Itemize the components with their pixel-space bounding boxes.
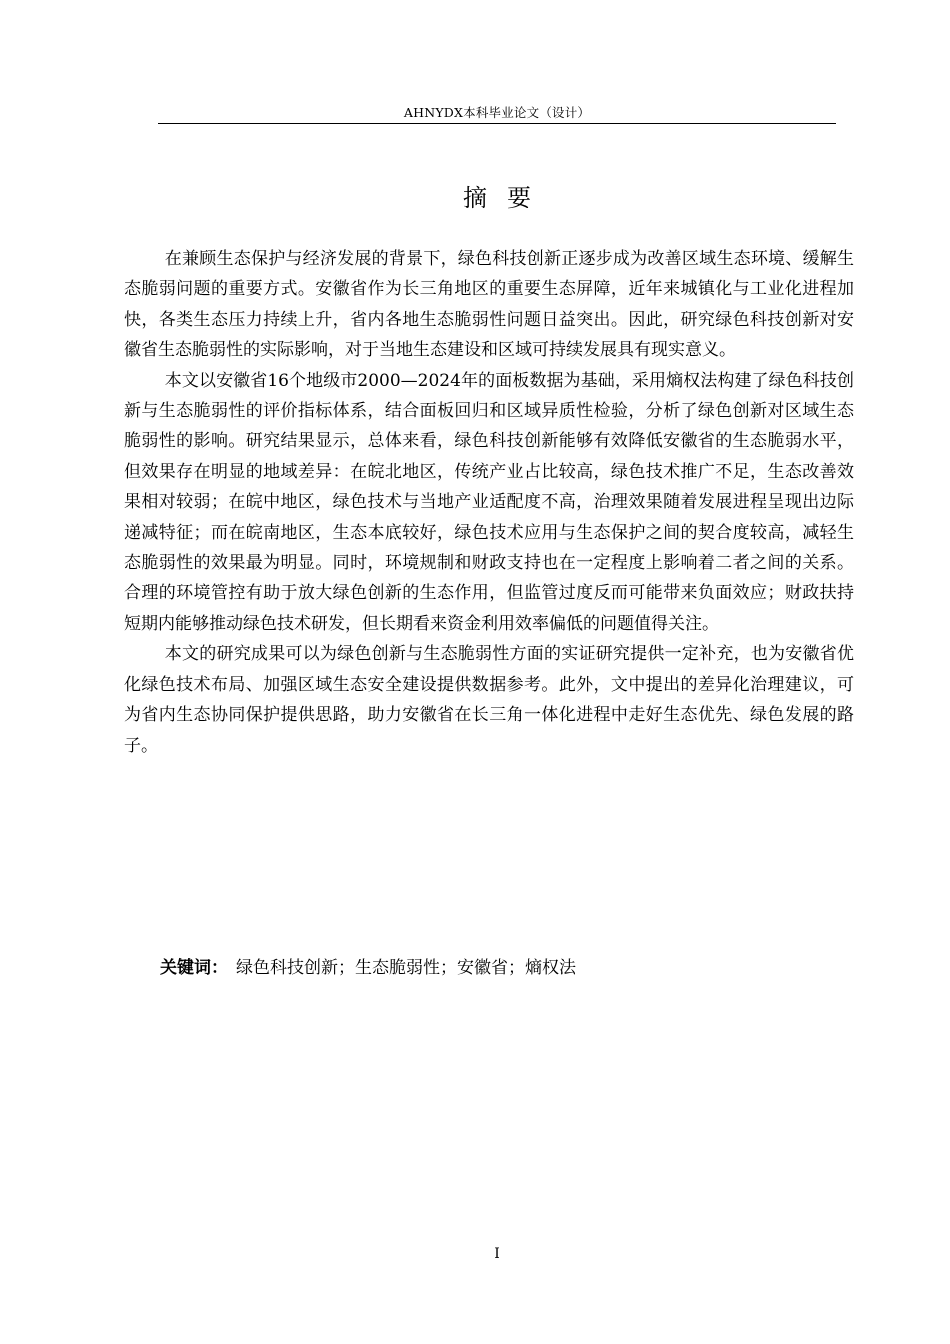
keywords-text: 绿色科技创新；生态脆弱性；安徽省；熵权法 [236, 958, 576, 978]
abstract-paragraph-2: 本文以安徽省16个地级市2000—2024年的面板数据为基础，采用熵权法构建了绿色科技创新与生态脆弱性的评价指标体系，结合面板回归和区域异质性检验，分析了绿色创新对区域生态脆弱性的影响。研究结果显示，总体来看，绿色科技创新能够有效降低安徽省的生态脆弱水平，但效果存在明显的地域差异：在皖北地区，传统产业占比较高，绿色技术推广不足，生态改善效果相对较弱；在皖中地区，绿色技术与当地产业适配度不高，治理效果随着发展进程呈现出边际递减特征；而在皖南地区，生态本底较好，绿色技术应用与生态保护之间的契合度较高，减轻生态脆弱性的效果最为明显。同时，环境规制和财政支持也在一定程度上影响着二者之间的关系。合理的环境管控有助于放大绿色创新的生态作用，但监管过度反而可能带来负面效应；财政扶持短期内能够推动绿色技术研发，但长期看来资金利用效率偏低的问题值得关注。 [124, 370, 854, 634]
running-header: AHNYDX本科毕业论文（设计） [403, 105, 591, 120]
abstract-paragraph-1: 在兼顾生态保护与经济发展的背景下，绿色科技创新正逐步成为改善区域生态环境、缓解生态脆弱问题的重要方式。安徽省作为长三角地区的重要生态屏障，近年来城镇化与工业化进程加快，各类生态压力持续上升，省内各地生态脆弱性问题日益突出。因此，研究绿色科技创新对安徽省生态脆弱性的实际影响，对于当地生态建设和区域可持续发展具有现实意义。 [124, 249, 854, 361]
abstract-paragraph-3: 本文的研究成果可以为绿色创新与生态脆弱性方面的实证研究提供一定补充，也为安徽省优化绿色技术布局、加强区域生态安全建设提供数据参考。此外，文中提出的差异化治理建议，可为省内生态协同保护提供思路，助力安徽省在长三角一体化进程中走好生态优先、绿色发展的路子。 [124, 644, 854, 756]
abstract-body [124, 244, 854, 761]
keywords-label: 关键词： [160, 958, 228, 978]
abstract-title: 摘要 [463, 184, 551, 212]
page-number: I [494, 1246, 500, 1262]
keywords-line [160, 954, 840, 982]
header-rule [158, 123, 836, 124]
